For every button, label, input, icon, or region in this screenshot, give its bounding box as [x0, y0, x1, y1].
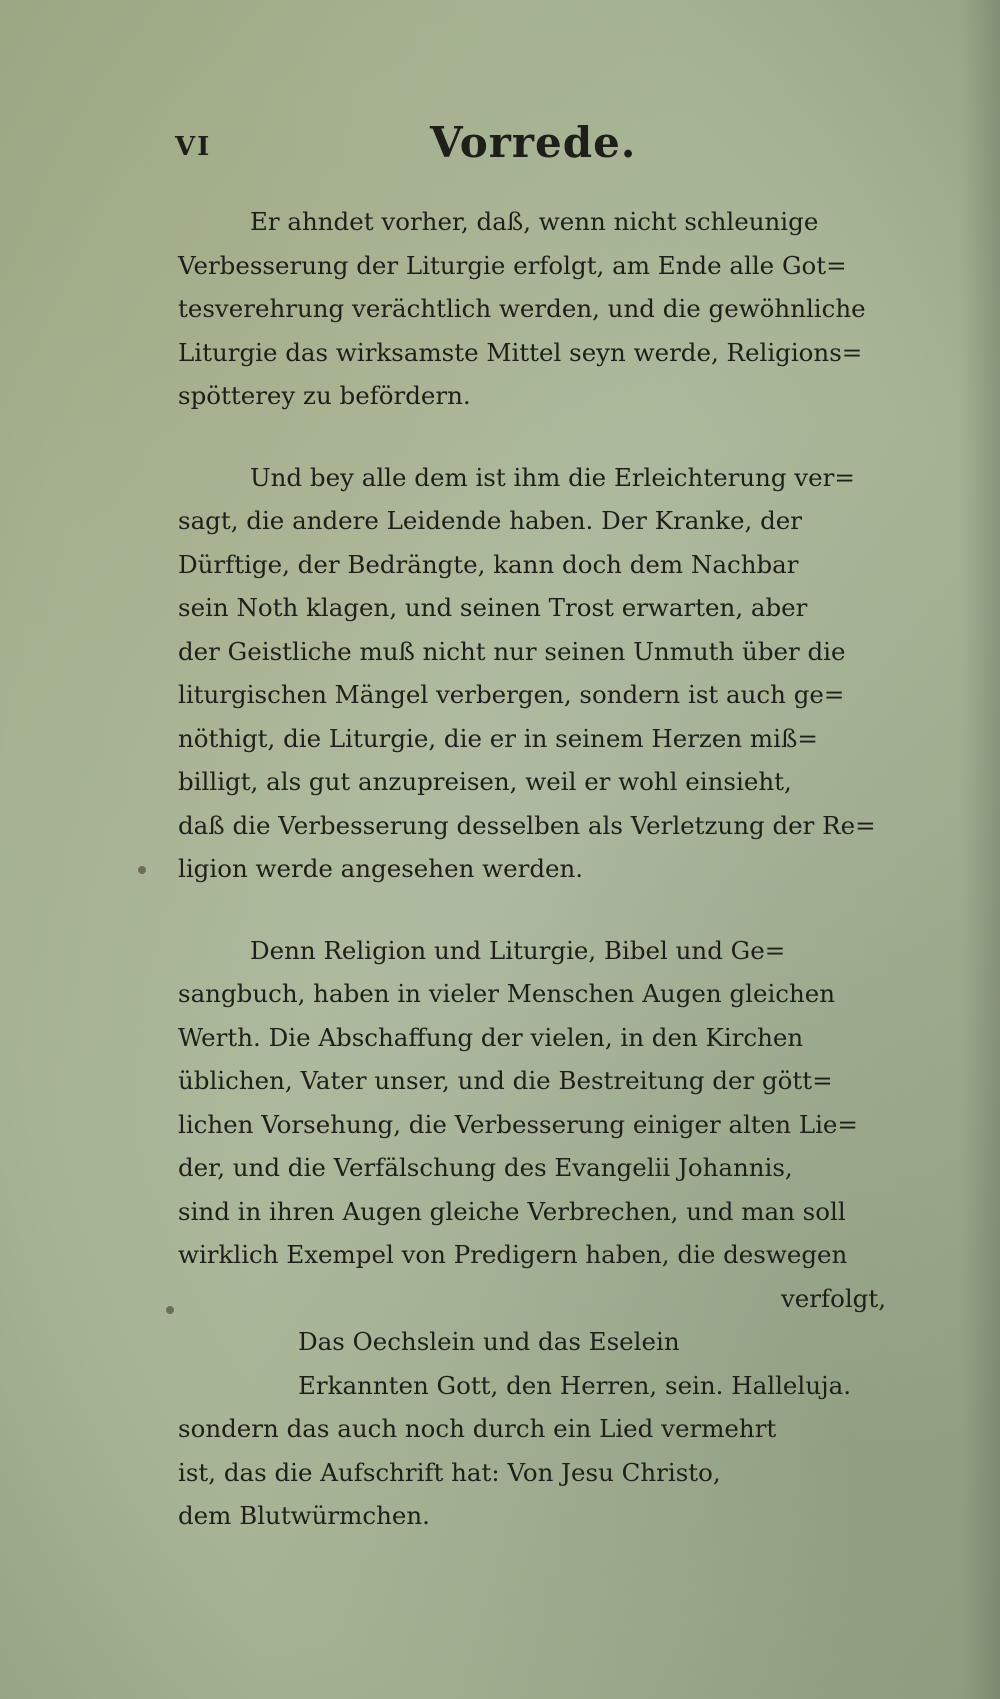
page-edge-shadow — [960, 0, 1000, 1699]
paragraph-1 — [178, 200, 894, 418]
text-line: Denn Religion und Liturgie, Bibel und Ge= — [250, 935, 786, 965]
text-line: der, und die Verfälschung des Evangelii Johannis, — [178, 1153, 793, 1182]
text-line: Dürftige, der Bedrängte, kann doch dem Nachbar — [178, 549, 799, 579]
text-line: der Geistliche muß nicht nur seinen Unmuth über die — [178, 636, 846, 666]
text-line: sein Noth klagen, und seinen Trost erwarten, aber — [178, 593, 808, 622]
text-line: sind in ihren Augen gleiche Verbrechen, und man soll — [178, 1196, 846, 1226]
paragraph-gap — [178, 418, 894, 456]
paragraph-2 — [178, 456, 894, 891]
page-body — [178, 200, 894, 1538]
text-line: Verbesserung der Liturgie erfolgt, am Ende alle Got= — [178, 250, 847, 280]
running-title: Vorrede. — [430, 118, 637, 167]
page-header — [175, 118, 875, 178]
text-line: billigt, als gut anzupreisen, weil er wohl einsieht, — [178, 767, 792, 796]
paper-spot — [138, 866, 146, 874]
verse-quote — [178, 1320, 894, 1407]
text-line: sondern das auch noch durch ein Lied vermehrt — [178, 1414, 777, 1443]
text-line: spötterey zu befördern. — [178, 381, 471, 410]
catchword-line: verfolgt, — [780, 1283, 886, 1313]
text-line: dem Blutwürmchen. — [178, 1501, 430, 1530]
text-line: Und bey alle dem ist ihm die Erleichterung ver= — [250, 462, 855, 492]
text-line: ist, das die Aufschrift hat: Von Jesu Christo, — [178, 1457, 721, 1487]
text-line: üblichen, Vater unser, und die Bestreitung der gött= — [178, 1066, 833, 1095]
verse-line: Das Oechslein und das Eselein — [298, 1327, 680, 1356]
text-line: sangbuch, haben in vieler Menschen Augen gleichen — [178, 979, 836, 1008]
paragraph-gap — [178, 891, 894, 929]
text-line: Er ahndet vorher, daß, wenn nicht schleunige — [250, 207, 819, 236]
text-line: tesverehrung verächtlich werden, und die gewöhnliche — [178, 294, 866, 323]
paragraph-3 — [178, 929, 894, 1321]
page-number: VI — [175, 132, 212, 162]
paper-spot — [166, 1306, 174, 1314]
text-line: nöthigt, die Liturgie, die er in seinem Herzen miß= — [178, 723, 818, 753]
text-line: Liturgie das wirksamste Mittel seyn werde, Religions= — [178, 337, 863, 367]
text-line: daß die Verbesserung desselben als Verletzung der Re= — [178, 810, 876, 840]
text-line: lichen Vorsehung, die Verbesserung einiger alten Lie= — [178, 1109, 858, 1139]
closing-paragraph — [178, 1407, 894, 1538]
text-line: liturgischen Mängel verbergen, sondern ist auch ge= — [178, 680, 845, 709]
text-line: Werth. Die Abschaffung der vielen, in den Kirchen — [178, 1022, 804, 1052]
verse-line: Erkannten Gott, den Herren, sein. Halleluja. — [298, 1370, 852, 1400]
text-line: wirklich Exempel von Predigern haben, die deswegen — [178, 1240, 848, 1269]
text-line: ligion werde angesehen werden. — [178, 854, 584, 883]
text-line: sagt, die andere Leidende haben. Der Kranke, der — [178, 506, 802, 535]
